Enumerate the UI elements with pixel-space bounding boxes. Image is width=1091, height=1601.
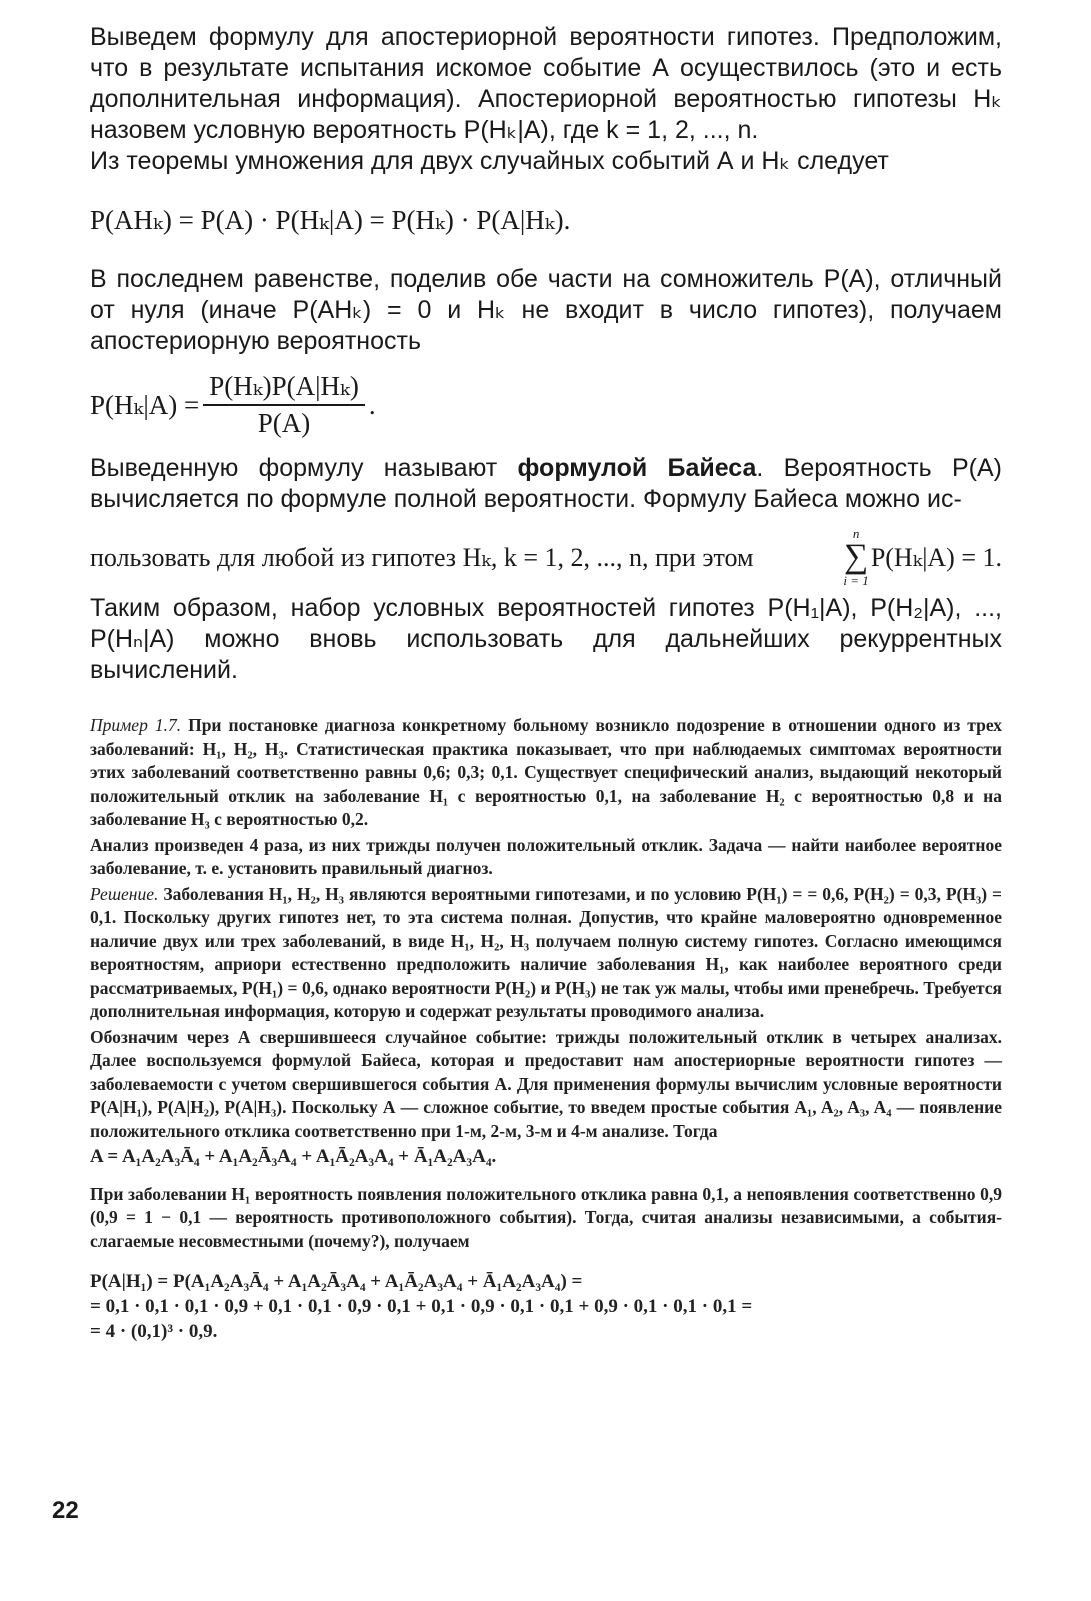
- example-block: [90, 714, 1002, 1344]
- text: Выведенную формулу называют: [90, 454, 518, 482]
- example-paragraph: [90, 714, 1002, 832]
- example-paragraph: [90, 883, 1002, 1024]
- term-bold: формулой Байеса: [517, 454, 757, 482]
- sum-line: [90, 527, 1002, 587]
- fraction-denominator: P(A): [257, 408, 311, 438]
- solution-label: Решение.: [90, 883, 159, 904]
- fraction-numerator: P(Hₖ)P(A|Hₖ): [203, 371, 365, 406]
- formula-probability: [90, 1269, 1002, 1344]
- example-label: Пример 1.7.: [90, 715, 182, 735]
- paragraph: Выведем формулу для апостериорной вероятности гипотез. Предположим, что в результате испытания искомое событие А осуществилось (это и есть дополнительная информация). Апостериорной вероятностью гипотезы Hₖ назовем условную вероятность P(Hₖ|A), где k = 1, 2, ..., n.: [90, 23, 1002, 144]
- page-content: [90, 22, 1002, 1344]
- formula-end: .: [368, 389, 376, 420]
- text: . Вероятность P(A) вычисляется по формуле полной вероятности. Формулу Байеса можно ис-: [90, 454, 1002, 513]
- paragraph: [90, 453, 1002, 515]
- example-paragraph: Анализ произведен 4 раза, из них трижды получен положительный отклик. Задача — найти наиболее вероятное заболевание, т. е. установить правильный диагноз.: [90, 834, 1002, 878]
- formula-event-sum: A = A₁A₂A₃Ā₄ + A₁A₂Ā₃A₄ + A₁Ā₂A₃A₄ + Ā₁A₂A₃A₄.: [90, 1146, 497, 1167]
- sigma: [843, 527, 868, 587]
- formula-multiplication: P(AHₖ) = P(A) · P(Hₖ|A) = P(Hₖ) · P(A|Hₖ).: [90, 205, 571, 235]
- formula-line: P(A|H₁) = P(A₁A₂A₃Ā₄ + A₁A₂Ā₃A₄ + A₁Ā₂A₃A₄ + Ā₁A₂A₃A₄) =: [90, 1271, 583, 1292]
- formula-line: = 0,1 · 0,1 · 0,1 · 0,9 + 0,1 · 0,1 · 0,9 · 0,1 + 0,1 · 0,9 · 0,1 · 0,1 + 0,9 · 0,1 · 0,1 · 0,1 =: [90, 1296, 753, 1317]
- fraction: [203, 371, 365, 439]
- text: При постановке диагноза конкретному больному возникло подозрение в отношении одного из трех заболеваний: H₁, H₂, H₃. Статистическая практика показывает, что при наблюдаемых симптомах вероятности этих заболеваний соответственно равны 0,6; 0,3; 0,1. Существует специфический анализ, выдающий некоторый положительный отклик на заболевание H₁ с вероятностью 0,1, на заболевание H₂ с вероятностью 0,8 и на заболевание H₃ с вероятностью 0,2.: [90, 715, 1002, 829]
- paragraph: Таким образом, набор условных вероятностей гипотез P(H₁|A), P(H₂|A), ..., P(Hₙ|A) можно вновь использовать для дальнейших рекуррентных вычислений.: [90, 594, 1002, 684]
- formula-lhs: P(Hₖ|A) =: [90, 389, 200, 420]
- text: P(Hₖ|A) = 1.: [870, 542, 1002, 572]
- sigma-symbol: ∑: [843, 538, 869, 575]
- formula-line: = 4 · (0,1)³ · 0,9.: [90, 1321, 218, 1342]
- paragraph: Из теоремы умножения для двух случайных событий А и Hₖ следует: [90, 147, 889, 175]
- sum-lower-limit: i = 1: [843, 573, 869, 588]
- page-number: 22: [52, 1497, 79, 1524]
- example-paragraph: При заболевании H₁ вероятность появления положительного отклика равна 0,1, а непоявления соответственно 0,9 (0,9 = 1 − 0,1 — вероятность противоположного события). Тогда, считая анализы независимыми, а события-слагаемые несовместными (почему?), получаем: [90, 1183, 1002, 1251]
- main-text: [90, 22, 1002, 686]
- sum-upper-limit: n: [852, 526, 860, 541]
- example-paragraph: Обозначим через А свершившееся случайное событие: трижды положительный отклик в четырех анализах. Далее воспользуемся формулой Байеса, которая и предоставит нам апостериорные вероятности гипотез — заболеваемости с учетом свершившегося события А. Для применения формулы вычислим условные вероятности P(A|H₁), P(A|H₂), P(A|H₃). Поскольку А — сложное событие, то введем простые события A₁, A₂, A₃, A₄ — появление положительного отклика соответственно при 1-м, 2-м, 3-м и 4-м анализе. Тогда: [90, 1026, 1002, 1141]
- sum-expression: [843, 527, 1002, 587]
- formula-bayes: [90, 371, 1002, 439]
- paragraph: В последнем равенстве, поделив обе части на сомножитель P(A), отличный от нуля (иначе P(AHₖ) = 0 и Hₖ не входит в число гипотез), получаем апостериорную вероятность: [90, 265, 1002, 355]
- text: Заболевания H₁, H₂, H₃ являются вероятными гипотезами, и по условию P(H₁) = = 0,6, P(H₂) = 0,3, P(H₃) = 0,1. Поскольку других гипотез нет, то эта система полная. Допустив, что крайне маловероятно одновременное наличие двух или трех заболеваний, в виде H₁, H₂, H₃ получаем полную систему гипотез. Согласно имеющимся вероятностям, априори естественно предположить наличие заболевания H₁, как наиболее вероятного среди рассматриваемых, P(H₁) = 0,6, однако вероятности P(H₂) и P(H₃) не так уж малы, чтобы ими пренебречь. Требуется дополнительная информация, которую и содержат результаты проводимого анализа.: [90, 883, 1002, 1021]
- text: пользовать для любой из гипотез Hₖ, k = 1, 2, ..., n, при этом: [90, 542, 754, 572]
